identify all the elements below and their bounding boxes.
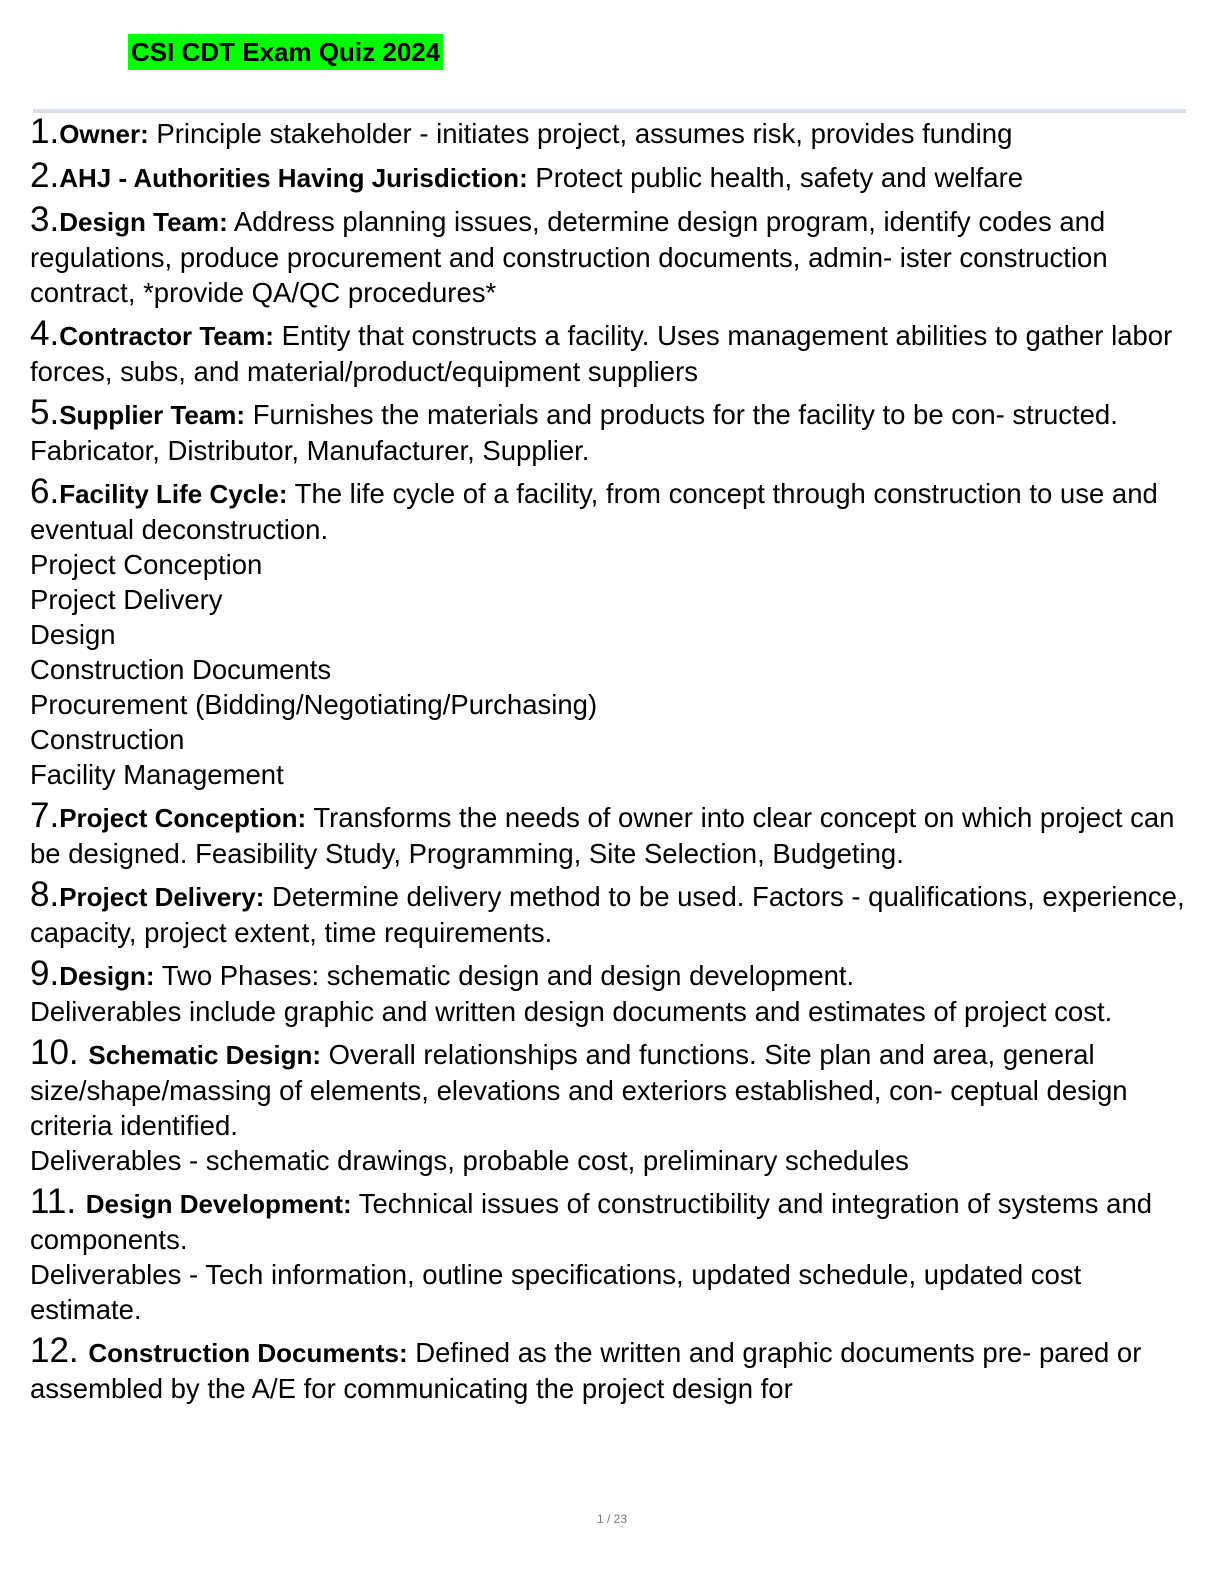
entry-number: 5. bbox=[30, 393, 60, 432]
entry-number: 6. bbox=[30, 472, 60, 511]
entry-subline: Procurement (Bidding/Negotiating/Purchasing) bbox=[30, 689, 598, 720]
quiz-entry bbox=[30, 158, 1190, 196]
entry-definition: Defined as the written and graphic documents pre- pared or assembled by the A/E for communicating the project design for bbox=[30, 1337, 1142, 1404]
entry-subline: Deliverables - Tech information, outline specifications, updated schedule, updated cost estimate. bbox=[30, 1259, 1082, 1325]
quiz-entry bbox=[30, 798, 1190, 871]
quiz-entry bbox=[30, 114, 1190, 152]
quiz-entry bbox=[30, 956, 1190, 1029]
entry-term: Supplier Team: bbox=[59, 400, 246, 430]
entry-definition: Overall relationships and functions. Site plan and area, general size/shape/massing of elements, elevations and exteriors established, con- ceptual design criteria identified. bbox=[30, 1039, 1128, 1141]
entry-definition: Protect public health, safety and welfare bbox=[527, 162, 1024, 193]
entry-number: 3. bbox=[30, 200, 60, 239]
entry-term: Project Conception: bbox=[59, 803, 307, 833]
entry-subline: Facility Management bbox=[30, 759, 284, 790]
entry-subline: Project Delivery bbox=[30, 584, 223, 615]
title-divider bbox=[33, 109, 1186, 113]
entry-definition: Two Phases: schematic design and design development. bbox=[154, 960, 855, 991]
quiz-entry bbox=[30, 202, 1190, 310]
entry-number: 1. bbox=[30, 112, 60, 151]
entry-number: 8. bbox=[30, 875, 60, 914]
entry-number: 11. bbox=[30, 1182, 86, 1221]
entry-term: Contractor Team: bbox=[59, 321, 274, 351]
quiz-entry bbox=[30, 316, 1190, 389]
entry-term: Owner: bbox=[59, 119, 149, 149]
entry-term: Design Team: bbox=[59, 207, 228, 237]
entry-subline: Design bbox=[30, 619, 116, 650]
entry-subline: Deliverables - schematic drawings, probable cost, preliminary schedules bbox=[30, 1145, 909, 1176]
entry-definition: Entity that constructs a facility. Uses management abilities to gather labor forces, subs, and material/product/equipment suppliers bbox=[30, 320, 1173, 387]
entry-subline: Deliverables include graphic and written design documents and estimates of project cost. bbox=[30, 996, 1113, 1027]
entry-definition: Transforms the needs of owner into clear concept on which project can be designed. Feasibility Study, Programming, Site Selection, Budgeting. bbox=[30, 802, 1175, 869]
entry-number: 9. bbox=[30, 954, 60, 993]
entry-term: Construction Documents: bbox=[88, 1338, 408, 1368]
quiz-entry bbox=[30, 1184, 1190, 1327]
entry-subline: Project Conception bbox=[30, 549, 263, 580]
entry-number: 4. bbox=[30, 314, 60, 353]
entry-number: 2. bbox=[30, 156, 60, 195]
entry-definition: Principle stakeholder - initiates project, assumes risk, provides funding bbox=[148, 118, 1013, 149]
entry-term: Project Delivery: bbox=[59, 882, 265, 912]
document-title: CSI CDT Exam Quiz 2024 bbox=[128, 34, 443, 70]
entry-term: Facility Life Cycle: bbox=[59, 479, 288, 509]
quiz-entry bbox=[30, 1035, 1190, 1178]
entry-term: Schematic Design: bbox=[88, 1040, 322, 1070]
page-number: 1 / 23 bbox=[596, 1512, 628, 1526]
entry-definition: Technical issues of constructibility and integration of systems and components. bbox=[30, 1188, 1153, 1255]
entry-number: 12. bbox=[30, 1331, 89, 1370]
entry-term: Design: bbox=[59, 961, 155, 991]
entry-number: 7. bbox=[30, 796, 60, 835]
quiz-entry bbox=[30, 395, 1190, 468]
quiz-entries bbox=[30, 114, 1190, 1412]
entry-definition: Determine delivery method to be used. Factors - qualifications, experience, capacity, project extent, time requirements. bbox=[30, 881, 1185, 948]
entry-number: 10. bbox=[30, 1033, 89, 1072]
entry-definition: Furnishes the materials and products for the facility to be con- structed. Fabricator, Distributor, Manufacturer, Supplier. bbox=[30, 399, 1118, 466]
entry-definition: The life cycle of a facility, from concept through construction to use and eventual deconstruction. bbox=[30, 478, 1158, 545]
entry-subline: Construction bbox=[30, 724, 185, 755]
quiz-entry bbox=[30, 877, 1190, 950]
entry-definition: Address planning issues, determine design program, identify codes and regulations, produce procurement and construction documents, admin- ister construction contract, *provide QA/QC procedures* bbox=[30, 206, 1108, 308]
quiz-entry bbox=[30, 1333, 1190, 1406]
quiz-entry bbox=[30, 474, 1190, 792]
entry-subline: Construction Documents bbox=[30, 654, 332, 685]
entry-term: Design Development: bbox=[85, 1189, 352, 1219]
entry-term: AHJ - Authorities Having Jurisdiction: bbox=[59, 163, 528, 193]
